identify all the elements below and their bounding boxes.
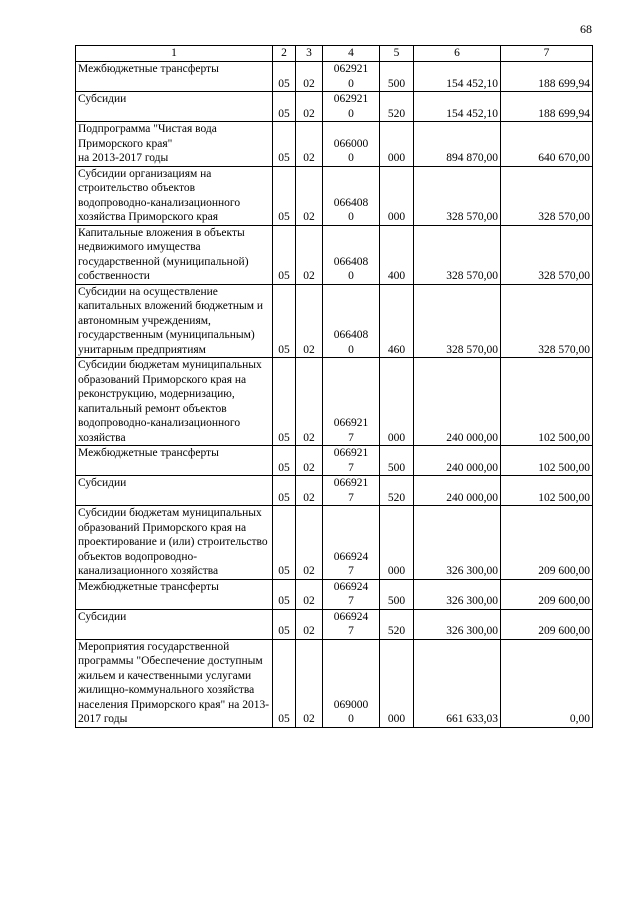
target-article-cell: 069000 0 — [323, 639, 380, 727]
section-code-cell: 05 — [273, 609, 296, 639]
amount-year2-cell: 328 570,00 — [501, 225, 593, 284]
amount-year2-cell: 0,00 — [501, 639, 593, 727]
column-header: 7 — [501, 46, 593, 62]
row-name-cell: Субсидии организациям на строительство объектов водопроводно-канализационного хозяйства Приморского края — [76, 166, 273, 225]
target-article-cell: 066921 7 — [323, 446, 380, 476]
table-row — [76, 579, 593, 609]
target-article-cell: 062921 0 — [323, 62, 380, 92]
amount-year1-cell: 328 570,00 — [414, 166, 501, 225]
section-code-cell: 05 — [273, 358, 296, 446]
amount-year2-cell: 209 600,00 — [501, 609, 593, 639]
expense-type-cell: 000 — [380, 358, 414, 446]
row-name-cell: Субсидии — [76, 609, 273, 639]
expense-type-cell: 000 — [380, 122, 414, 167]
amount-year2-cell: 328 570,00 — [501, 284, 593, 358]
amount-year2-cell: 188 699,94 — [501, 62, 593, 92]
table-row — [76, 284, 593, 358]
table-row — [76, 476, 593, 506]
subsection-code-cell: 02 — [296, 225, 323, 284]
table-row — [76, 62, 593, 92]
expense-type-cell: 520 — [380, 92, 414, 122]
amount-year2-cell: 209 600,00 — [501, 506, 593, 580]
section-code-cell: 05 — [273, 92, 296, 122]
target-article-cell: 066921 7 — [323, 358, 380, 446]
amount-year1-cell: 154 452,10 — [414, 62, 501, 92]
section-code-cell: 05 — [273, 506, 296, 580]
table-row — [76, 122, 593, 167]
row-name-cell: Субсидии бюджетам муниципальных образований Приморского края на проектирование и (или) строительство объектов водопроводно-канализационного хозяйства — [76, 506, 273, 580]
column-header: 4 — [323, 46, 380, 62]
row-name-cell: Субсидии — [76, 92, 273, 122]
row-name-cell: Межбюджетные трансферты — [76, 62, 273, 92]
amount-year2-cell: 328 570,00 — [501, 166, 593, 225]
target-article-cell: 066000 0 — [323, 122, 380, 167]
expense-type-cell: 520 — [380, 476, 414, 506]
table-header-row — [76, 46, 593, 62]
table-row — [76, 639, 593, 727]
target-article-cell: 066924 7 — [323, 506, 380, 580]
section-code-cell: 05 — [273, 446, 296, 476]
row-name-cell: Субсидии на осуществление капитальных вложений бюджетным и автономным учреждениям, государственным (муниципальным) унитарным предприятиям — [76, 284, 273, 358]
section-code-cell: 05 — [273, 639, 296, 727]
table-row — [76, 92, 593, 122]
expense-type-cell: 520 — [380, 609, 414, 639]
table-row — [76, 166, 593, 225]
expense-type-cell: 000 — [380, 166, 414, 225]
target-article-cell: 066408 0 — [323, 166, 380, 225]
column-header: 1 — [76, 46, 273, 62]
table-row — [76, 506, 593, 580]
section-code-cell: 05 — [273, 122, 296, 167]
column-header: 3 — [296, 46, 323, 62]
amount-year1-cell: 328 570,00 — [414, 225, 501, 284]
expense-type-cell: 400 — [380, 225, 414, 284]
amount-year2-cell: 102 500,00 — [501, 446, 593, 476]
column-header: 2 — [273, 46, 296, 62]
expense-type-cell: 500 — [380, 579, 414, 609]
amount-year1-cell: 240 000,00 — [414, 476, 501, 506]
row-name-cell: Межбюджетные трансферты — [76, 579, 273, 609]
subsection-code-cell: 02 — [296, 358, 323, 446]
table-row — [76, 446, 593, 476]
subsection-code-cell: 02 — [296, 122, 323, 167]
column-header: 5 — [380, 46, 414, 62]
subsection-code-cell: 02 — [296, 579, 323, 609]
amount-year1-cell: 894 870,00 — [414, 122, 501, 167]
target-article-cell: 062921 0 — [323, 92, 380, 122]
table-row — [76, 609, 593, 639]
section-code-cell: 05 — [273, 476, 296, 506]
amount-year1-cell: 240 000,00 — [414, 358, 501, 446]
amount-year2-cell: 102 500,00 — [501, 358, 593, 446]
subsection-code-cell: 02 — [296, 284, 323, 358]
expense-type-cell: 000 — [380, 639, 414, 727]
table-row — [76, 225, 593, 284]
subsection-code-cell: 02 — [296, 62, 323, 92]
column-header: 6 — [414, 46, 501, 62]
section-code-cell: 05 — [273, 62, 296, 92]
row-name-cell: Межбюджетные трансферты — [76, 446, 273, 476]
subsection-code-cell: 02 — [296, 639, 323, 727]
expense-type-cell: 000 — [380, 506, 414, 580]
subsection-code-cell: 02 — [296, 506, 323, 580]
amount-year1-cell: 326 300,00 — [414, 609, 501, 639]
section-code-cell: 05 — [273, 225, 296, 284]
expense-type-cell: 500 — [380, 62, 414, 92]
target-article-cell: 066921 7 — [323, 476, 380, 506]
row-name-cell: Субсидии — [76, 476, 273, 506]
subsection-code-cell: 02 — [296, 476, 323, 506]
subsection-code-cell: 02 — [296, 446, 323, 476]
subsection-code-cell: 02 — [296, 609, 323, 639]
target-article-cell: 066408 0 — [323, 284, 380, 358]
row-name-cell: Подпрограмма "Чистая вода Приморского края" на 2013-2017 годы — [76, 122, 273, 167]
amount-year1-cell: 240 000,00 — [414, 446, 501, 476]
expense-type-cell: 460 — [380, 284, 414, 358]
target-article-cell: 066408 0 — [323, 225, 380, 284]
amount-year1-cell: 328 570,00 — [414, 284, 501, 358]
amount-year1-cell: 326 300,00 — [414, 579, 501, 609]
amount-year1-cell: 661 633,03 — [414, 639, 501, 727]
amount-year1-cell: 326 300,00 — [414, 506, 501, 580]
amount-year1-cell: 154 452,10 — [414, 92, 501, 122]
target-article-cell: 066924 7 — [323, 579, 380, 609]
row-name-cell: Капитальные вложения в объекты недвижимого имущества государственной (муниципальной) собственности — [76, 225, 273, 284]
amount-year2-cell: 209 600,00 — [501, 579, 593, 609]
table-row — [76, 358, 593, 446]
amount-year2-cell: 640 670,00 — [501, 122, 593, 167]
row-name-cell: Мероприятия государственной программы "Обеспечение доступным жильем и качественными услугами жилищно-коммунального хозяйства населения Приморского края" на 2013-2017 годы — [76, 639, 273, 727]
section-code-cell: 05 — [273, 579, 296, 609]
budget-table — [75, 45, 593, 728]
page-number: 68 — [580, 22, 592, 36]
expense-type-cell: 500 — [380, 446, 414, 476]
row-name-cell: Субсидии бюджетам муниципальных образований Приморского края на реконструкцию, модернизацию, капитальный ремонт объектов водопроводно-канализационного хозяйства — [76, 358, 273, 446]
subsection-code-cell: 02 — [296, 166, 323, 225]
subsection-code-cell: 02 — [296, 92, 323, 122]
amount-year2-cell: 102 500,00 — [501, 476, 593, 506]
target-article-cell: 066924 7 — [323, 609, 380, 639]
section-code-cell: 05 — [273, 166, 296, 225]
section-code-cell: 05 — [273, 284, 296, 358]
amount-year2-cell: 188 699,94 — [501, 92, 593, 122]
